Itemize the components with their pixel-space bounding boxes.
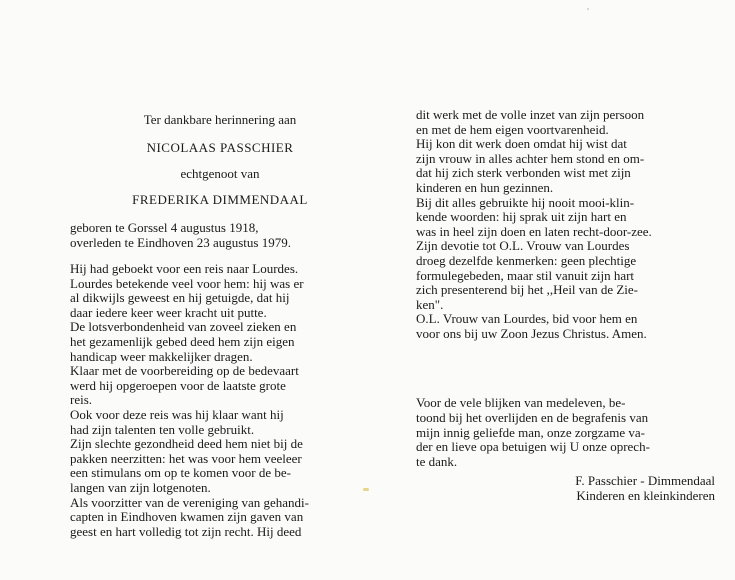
text-line: zich presenterend bij het ,,Heil van de Zie-: [416, 282, 638, 298]
text-line: Klaar met de voorbereiding op de bedevaart: [70, 363, 299, 379]
spouse-label: echtgenoot van: [180, 166, 260, 181]
text-line: Hij kon dit werk doen omdat hij wist dat: [416, 136, 627, 152]
text-line: zijn vrouw in alles achter hem stond en om-: [416, 150, 645, 166]
text-line: ken".: [416, 296, 444, 312]
text-line: was in heel zijn doen en laten recht-door-zee.: [416, 223, 652, 239]
right-body-text: [416, 108, 711, 342]
text-line: Bij dit alles gebruikte hij nooit mooi-klin-: [416, 194, 635, 210]
text-line: formulegebeden, maar stil vanuit zijn hart: [416, 267, 635, 283]
text-line: handicap weer makkelijker dragen.: [70, 348, 253, 364]
text-line: een stimulans om op te komen voor de be-: [70, 465, 291, 481]
text-line: daar iedere keer weer kracht uit putte.: [70, 304, 267, 320]
life-dates: [70, 220, 370, 250]
text-line: Zijn slechte gezondheid deed hem niet bij de: [70, 436, 303, 452]
text-line: kinderen en hun gezinnen.: [416, 179, 554, 195]
text-line: mijn innig geliefde man, onze zorgzame va-: [416, 424, 645, 440]
text-line: Lourdes betekende veel voor hem: hij was er: [70, 275, 304, 291]
signature-children: Kinderen en kleinkinderen: [576, 488, 715, 503]
signature-family: F. Passchier - Dimmendaal: [575, 473, 715, 488]
text-line: toond bij het overlijden en de begrafenis van: [416, 409, 649, 425]
text-line: en met de hem eigen voortvarenheid.: [416, 121, 609, 137]
text-line: geest en hart volledig tot zijn recht. Hij deed: [70, 523, 302, 539]
text-line: langen van zijn lotgenoten.: [70, 479, 211, 495]
text-line: der en lieve opa betuigen wij U onze oprech-: [416, 439, 650, 455]
text-line: werd hij opgeroepen voor de laatste grote: [70, 377, 286, 393]
deceased-name: NICOLAAS PASSCHIER: [146, 140, 294, 155]
text-line: voor ons bij uw Zoon Jezus Christus. Amen.: [416, 325, 647, 341]
left-page: [70, 108, 370, 539]
text-line: O.L. Vrouw van Lourdes, bid voor hem en: [416, 311, 638, 327]
text-line: reis.: [70, 392, 93, 408]
text-line: Ook voor deze reis was hij klaar want hij: [70, 406, 284, 422]
text-line: te dank.: [416, 454, 458, 470]
text-line: Hij had geboekt voor een reis naar Lourdes.: [70, 261, 299, 276]
text-line: De lotsverbondenheid van zoveel zieken en: [70, 319, 297, 335]
left-body-text: [70, 262, 370, 539]
death-line: overleden te Eindhoven 23 augustus 1979.: [70, 235, 291, 250]
text-line: capten in Eindhoven kwamen zijn gaven van: [70, 509, 304, 525]
text-line: het gezamenlijk gebed deed hem zijn eigen: [70, 333, 295, 349]
spouse-name: FREDERIKA DIMMENDAAL: [132, 192, 308, 207]
text-line: kende woorden: hij sprak uit zijn hart en: [416, 209, 627, 225]
thanks-paragraph: [416, 396, 711, 470]
intro-line: Ter dankbare herinnering aan: [143, 112, 297, 127]
text-line: dit werk met de volle inzet van zijn persoon: [416, 107, 645, 122]
text-line: droeg dezelfde kenmerken: geen plechtige: [416, 252, 637, 268]
signature-block: [500, 473, 715, 503]
text-line: dat hij zich sterk verbonden wist met zijn: [416, 165, 631, 181]
text-line: al dikwijls geweest en hij getuigde, dat hij: [70, 290, 290, 306]
text-line: had zijn talenten ten volle gebruikt.: [70, 421, 255, 437]
speck-mark: [363, 488, 369, 491]
text-line: pakken neerzitten: het was voor hem veeleer: [70, 450, 302, 466]
birth-line: geboren te Gorssel 4 augustus 1918,: [70, 220, 259, 235]
text-line: Voor de vele blijken van medeleven, be-: [416, 395, 626, 410]
text-line: Als voorzitter van de vereniging van gehandi-: [70, 494, 309, 510]
speck-mark: [587, 8, 589, 10]
text-line: Zijn devotie tot O.L. Vrouw van Lourdes: [416, 238, 630, 254]
